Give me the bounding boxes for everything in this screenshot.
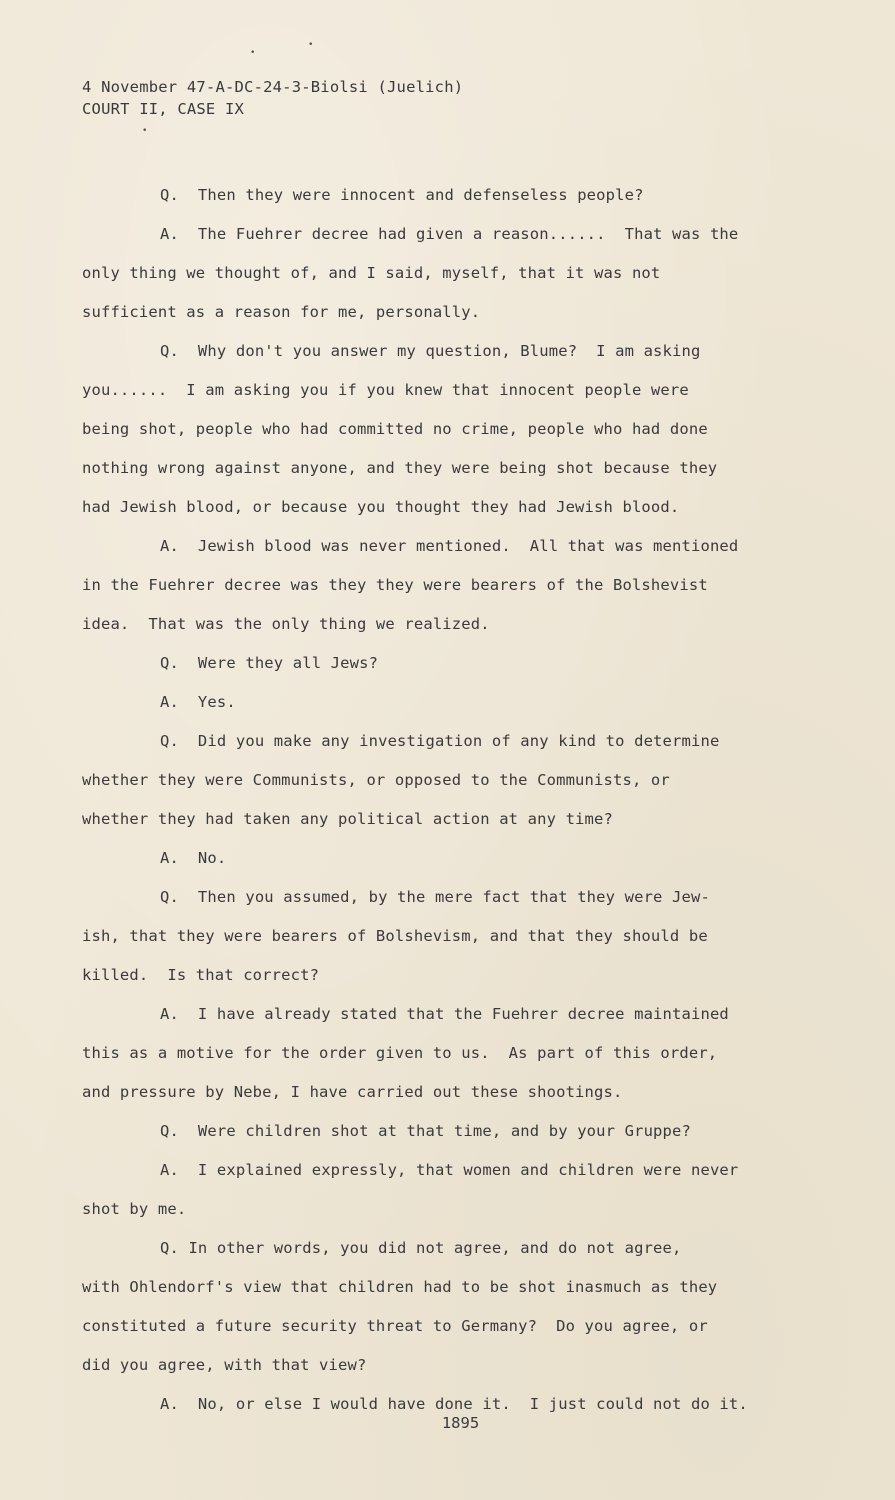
header-court-line: COURT II, CASE IX: [82, 100, 245, 118]
transcript-line: Q. Were they all Jews?: [160, 654, 379, 672]
transcript-line: A. Yes.: [160, 693, 236, 711]
transcript-line: constituted a future security threat to Germany? Do you agree, or: [82, 1317, 708, 1335]
transcript-line: A. The Fuehrer decree had given a reason...... That was the: [160, 225, 739, 243]
transcript-line: Q. Why don't you answer my question, Blume? I am asking: [160, 342, 701, 360]
transcript-line: shot by me.: [82, 1200, 187, 1218]
transcript-line: only thing we thought of, and I said, myself, that it was not: [82, 264, 661, 282]
transcript-line: A. No, or else I would have done it. I just could not do it.: [160, 1395, 748, 1413]
transcript-line: Q. Were children shot at that time, and by your Gruppe?: [160, 1122, 691, 1140]
transcript-line: in the Fuehrer decree was they they were bearers of the Bolshevist: [82, 576, 708, 594]
ink-speck: •: [308, 40, 314, 50]
page-number: 1895: [441, 1414, 480, 1432]
transcript-line: killed. Is that correct?: [82, 966, 320, 984]
transcript-line: A. No.: [160, 849, 227, 867]
transcript-line: idea. That was the only thing we realized.: [82, 615, 490, 633]
transcript-line: ish, that they were bearers of Bolshevism, and that they should be: [82, 927, 708, 945]
transcript-line: and pressure by Nebe, I have carried out these shootings.: [82, 1083, 623, 1101]
transcript-line: had Jewish blood, or because you thought they had Jewish blood.: [82, 498, 680, 516]
transcript-line: Q. In other words, you did not agree, and do not agree,: [160, 1239, 682, 1257]
ink-speck: •: [250, 48, 256, 58]
transcript-body: [82, 176, 762, 1424]
transcript-line: A. Jewish blood was never mentioned. All that was mentioned: [160, 537, 739, 555]
transcript-line: nothing wrong against anyone, and they were being shot because they: [82, 459, 718, 477]
transcript-line: A. I have already stated that the Fuehrer decree maintained: [160, 1005, 729, 1023]
transcript-line: whether they had taken any political action at any time?: [82, 810, 613, 828]
transcript-line: whether they were Communists, or opposed to the Communists, or: [82, 771, 670, 789]
ink-speck: •: [142, 126, 148, 136]
transcript-line: Q. Then you assumed, by the mere fact that they were Jew-: [160, 888, 710, 906]
transcript-line: being shot, people who had committed no crime, people who had done: [82, 420, 708, 438]
transcript-line: this as a motive for the order given to us. As part of this order,: [82, 1044, 718, 1062]
document-header: [82, 76, 463, 120]
header-reference-line: 4 November 47-A-DC-24-3-Biolsi (Juelich): [82, 78, 464, 96]
transcript-line: you...... I am asking you if you knew that innocent people were: [82, 381, 689, 399]
transcript-line: A. I explained expressly, that women and children were never: [160, 1161, 739, 1179]
transcript-line: Q. Did you make any investigation of any kind to determine: [160, 732, 720, 750]
transcript-line: sufficient as a reason for me, personally.: [82, 303, 481, 321]
transcript-line: Q. Then they were innocent and defenseless people?: [160, 186, 644, 204]
transcript-line: with Ohlendorf's view that children had to be shot inasmuch as they: [82, 1278, 718, 1296]
transcript-line: did you agree, with that view?: [82, 1356, 367, 1374]
